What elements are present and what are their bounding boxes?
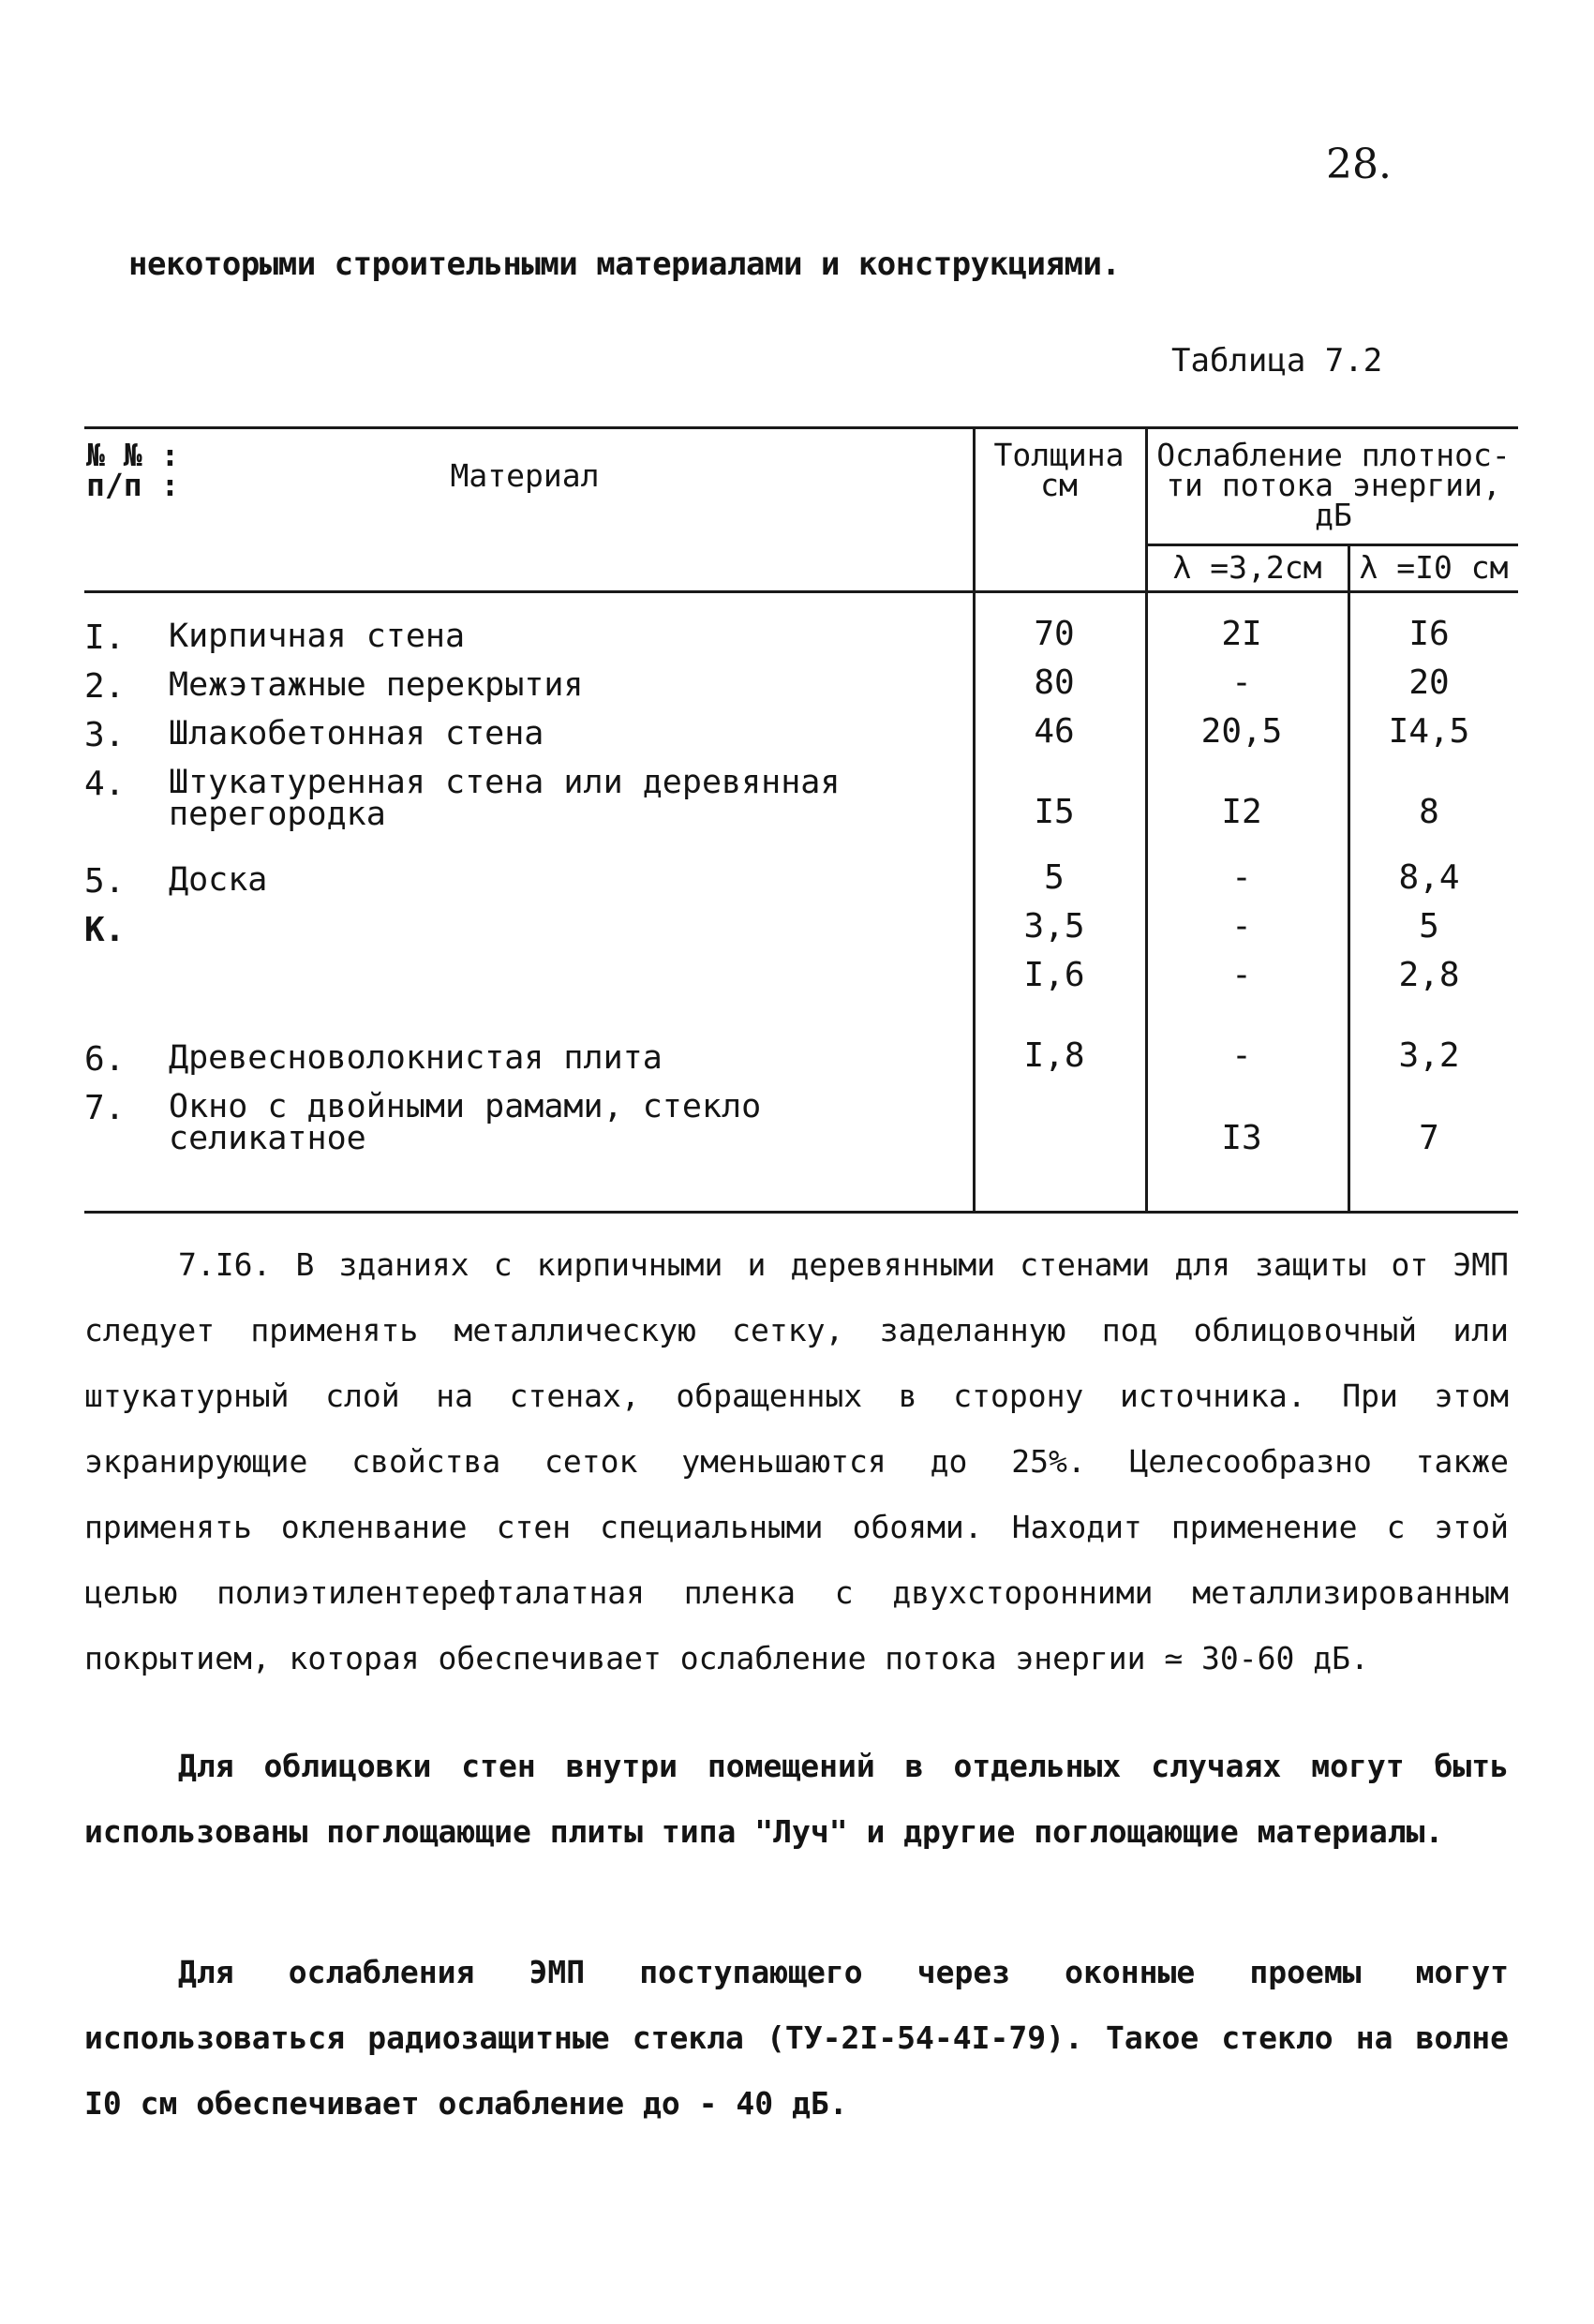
row-att-32: - [1231,956,1252,994]
row-thickness: I,6 [1023,956,1085,994]
row-material: Древесноволокнистая плита [169,1039,663,1077]
row-att-32: 2I [1221,615,1262,653]
header-lambda-32: λ =3,2см [1172,549,1322,586]
table-header-bottom-rule [84,590,1518,593]
header-material: Материал [450,457,600,494]
paragraph-text: Для ослабления ЭМП поступающего через оконные проемы могут использоваться радиозащитные стекла (ТУ-2I-54-4I-79). Такое стекло на волне I0 см обеспечивает ослабление до - 40 дБ. [84,1954,1509,2122]
row-thickness: 70 [1034,615,1075,653]
row-number: 4. [84,765,126,803]
row-number: 5. [84,862,126,901]
row-att-10: 3,2 [1398,1036,1460,1075]
row-att-32: - [1231,858,1252,897]
row-material: Штукатуренная стена или деревянная перегородка [169,764,841,833]
table-col-divider-2 [1145,426,1148,1211]
row-att-10: 8,4 [1398,858,1460,897]
row-number: 7. [84,1089,126,1127]
row-att-10: 2,8 [1398,956,1460,994]
paragraph-text: Для облицовки стен внутри помещений в отдельных случаях могут быть использованы поглощающие плиты типа "Луч" и другие поглощающие материалы. [84,1748,1509,1850]
intro-line: некоторыми строительными материалами и конструкциями. [128,246,1121,283]
row-thickness: 80 [1034,663,1075,702]
page-number: 28. [1326,141,1392,188]
paragraph-emp-mesh [84,1232,1509,1691]
row-material: Доска [169,861,268,899]
row-att-32: I3 [1221,1119,1262,1157]
row-att-10: 8 [1419,793,1439,831]
row-thickness: 3,5 [1023,907,1085,946]
row-att-10: 5 [1419,907,1439,946]
row-thickness: 46 [1034,712,1075,751]
row-thickness: 5 [1044,858,1065,897]
row-thickness: I5 [1034,793,1075,831]
row-material: Окно с двойными рамами, стекло селикатное [169,1088,762,1157]
table-title: Таблица 7.2 [1171,342,1383,380]
header-number: № № : п/п : [86,437,180,503]
row-number: 6. [84,1040,126,1079]
row-att-10: 7 [1419,1119,1439,1157]
row-att-32: - [1231,907,1252,946]
row-number: 2. [84,667,126,706]
row-thickness: I,8 [1023,1036,1085,1075]
table-top-rule [84,426,1518,429]
table-bottom-rule [84,1211,1518,1214]
row-number: К. [84,911,126,949]
row-att-32: I2 [1221,793,1262,831]
table-subheader-rule [1145,544,1518,546]
header-attenuation: Ослабление плотнос- ти потока энергии, дБ [1156,437,1511,533]
row-att-10: I6 [1408,615,1450,653]
row-number: I. [84,618,126,657]
row-material: Шлакобетонная стена [169,715,544,752]
row-material: Кирпичная стена [169,618,466,655]
row-att-32: - [1231,663,1252,702]
row-att-10: I4,5 [1388,712,1470,751]
paragraph-cladding [84,1734,1509,1865]
paragraph-glass [84,1940,1509,2137]
row-number: 3. [84,716,126,754]
row-att-10: 20 [1408,663,1450,702]
header-lambda-10: λ =I0 см [1359,549,1509,586]
row-att-32: 20,5 [1200,712,1283,751]
row-material: Межэтажные перекрытия [169,666,584,704]
header-thickness: Толщина см [993,437,1125,503]
paragraph-text: 7.I6. В зданиях с кирпичными и деревянными стенами для защиты от ЭМП следует применять металлическую сетку, заделанную под облицовочный или штукатурный слой на стенах, обращенных в сторону источника. При этом экранирующие свойства сеток уменьшаются до 25%. Целесообразно также применять окленвание стен специальными обоями. Находит применение с этой целью полиэтилентерефталатная пленка с двухсторонними металлизированным покрытием, которая обеспечивает ослабление потока энергии ≃ 30-60 дБ. [84,1246,1509,1676]
row-att-32: - [1231,1036,1252,1075]
